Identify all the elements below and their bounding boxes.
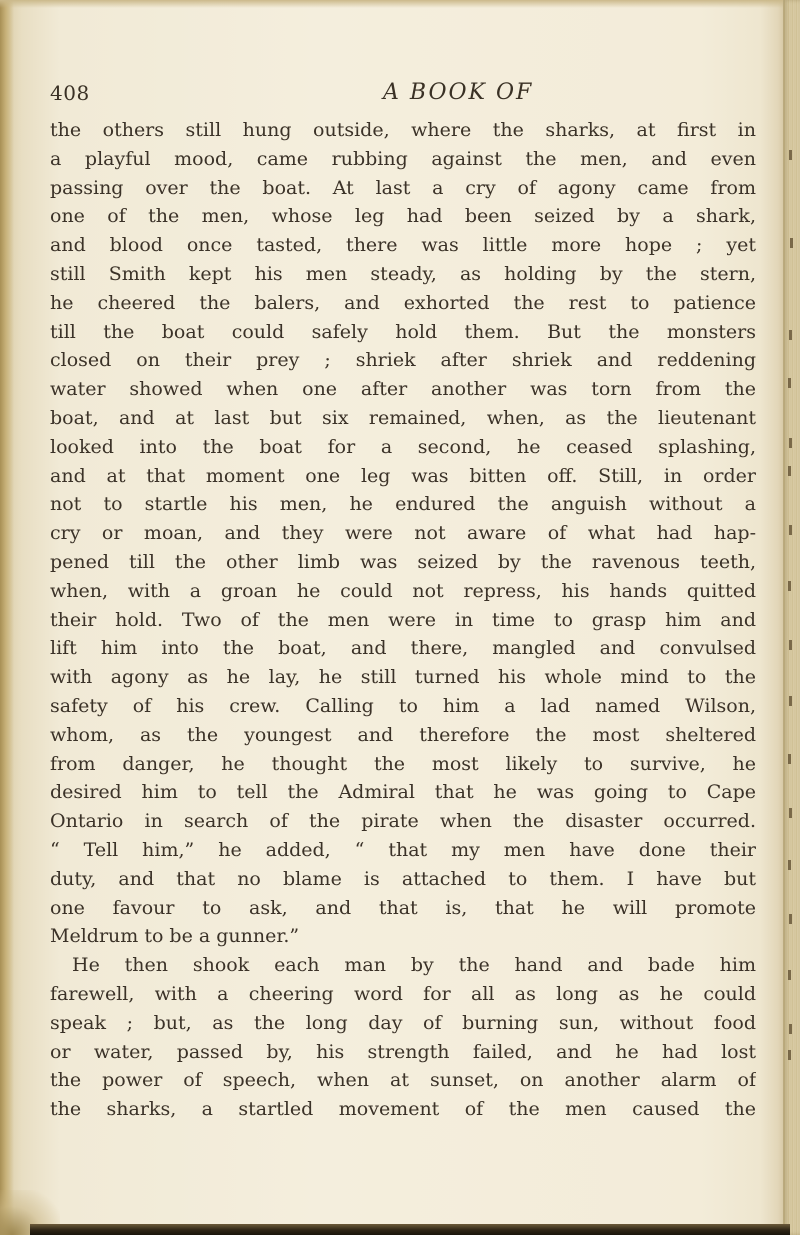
page-top-edge xyxy=(0,0,800,8)
next-page-letter-fragments xyxy=(786,0,798,1235)
text-line: their hold. Two of the men were in time to grasp him and xyxy=(50,608,756,631)
text-line: when, with a groan he could not repress, his hands quitted xyxy=(50,579,756,602)
text-line: safety of his crew. Calling to him a lad named Wilson, xyxy=(50,694,756,717)
text-line: a playful mood, came rubbing against the men, and even xyxy=(50,147,756,170)
text-line: one favour to ask, and that is, that he will promote xyxy=(50,896,756,919)
letter-fragment xyxy=(788,860,791,870)
text-line: water showed when one after another was torn from the xyxy=(50,378,756,401)
text-line: passing over the boat. At last a cry of agony came from xyxy=(50,176,756,199)
text-line: desired him to tell the Admiral that he was going to Cape xyxy=(50,781,756,804)
page-number: 408 xyxy=(50,81,90,105)
text-line: He then shook each man by the hand and bade him xyxy=(72,954,756,977)
letter-fragment xyxy=(788,970,791,980)
text-line: one of the men, whose leg had been seized by a shark, xyxy=(50,205,756,228)
letter-fragment xyxy=(789,525,792,535)
text-line: Ontario in search of the pirate when the disaster occurred. xyxy=(50,810,756,833)
letter-fragment xyxy=(788,581,791,591)
text-line: farewell, with a cheering word for all as long as he could xyxy=(50,982,756,1005)
page-bottom-edge xyxy=(30,1224,790,1235)
letter-fragment xyxy=(789,438,792,448)
letter-fragment xyxy=(789,808,792,818)
text-line: “ Tell him,” he added, “ that my men have done their xyxy=(50,838,756,861)
text-line: till the boat could safely hold them. But the monsters xyxy=(50,320,756,343)
letter-fragment xyxy=(789,150,792,160)
text-line: or water, passed by, his strength failed, and he had lost xyxy=(50,1040,756,1063)
text-line: from danger, he thought the most likely to survive, he xyxy=(50,752,756,775)
letter-fragment xyxy=(789,640,792,650)
text-line: not to startle his men, he endured the anguish without a xyxy=(50,493,756,516)
page-header xyxy=(50,81,770,115)
text-line: duty, and that no blame is attached to them. I have but xyxy=(50,867,756,890)
text-line: the sharks, a startled movement of the men caused the xyxy=(50,1098,756,1121)
letter-fragment xyxy=(788,1050,791,1060)
letter-fragment xyxy=(789,696,792,706)
text-line: and at that moment one leg was bitten off. Still, in order xyxy=(50,464,756,487)
text-line: the others still hung outside, where the sharks, at first in xyxy=(50,119,756,141)
text-line: and blood once tasted, there was little more hope ; yet xyxy=(50,234,756,257)
text-line: pened till the other limb was seized by the ravenous teeth, xyxy=(50,550,756,573)
letter-fragment xyxy=(788,754,791,764)
text-line: with agony as he lay, he still turned his whole mind to the xyxy=(50,666,756,689)
letter-fragment xyxy=(788,466,791,476)
text-line: looked into the boat for a second, he ceased splashing, xyxy=(50,435,756,458)
letter-fragment xyxy=(789,914,792,924)
letter-fragment xyxy=(790,238,793,248)
text-line: speak ; but, as the long day of burning sun, without food xyxy=(50,1011,756,1034)
letter-fragment xyxy=(789,1024,792,1034)
letter-fragment xyxy=(788,378,791,388)
running-head: A BOOK OF xyxy=(383,80,534,105)
text-line: he cheered the balers, and exhorted the rest to patience xyxy=(50,291,756,314)
text-line: cry or moan, and they were not aware of what had hap- xyxy=(50,522,756,545)
letter-fragment xyxy=(789,330,792,340)
text-line: Meldrum to be a gunner.” xyxy=(50,925,300,948)
text-line: lift him into the boat, and there, mangled and convulsed xyxy=(50,637,756,660)
body-text xyxy=(50,116,756,1124)
page-gutter-shadow xyxy=(0,0,14,1235)
text-line: closed on their prey ; shriek after shriek and reddening xyxy=(50,349,756,372)
text-line: the power of speech, when at sunset, on another alarm of xyxy=(50,1069,756,1092)
text-line: boat, and at last but six remained, when, as the lieutenant xyxy=(50,406,756,429)
text-line: whom, as the youngest and therefore the most sheltered xyxy=(50,723,756,746)
text-line: still Smith kept his men steady, as holding by the stern, xyxy=(50,262,756,285)
